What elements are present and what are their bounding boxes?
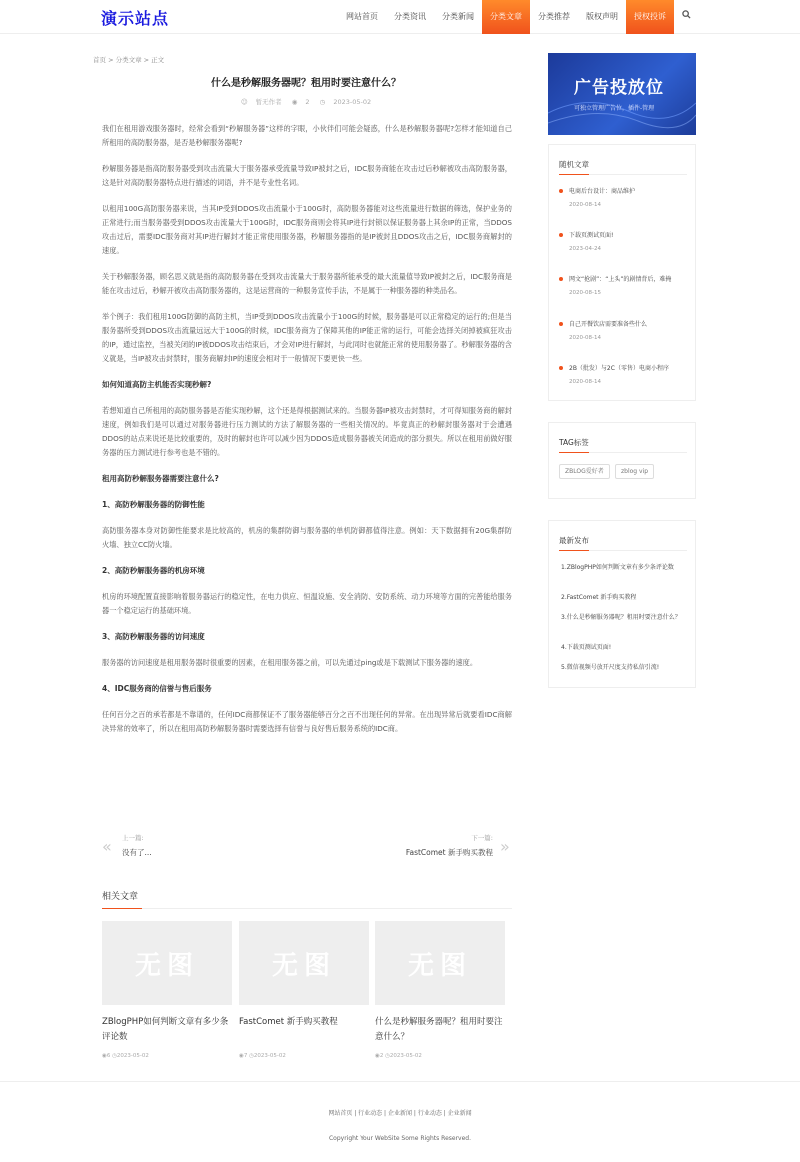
list-item[interactable]: 4.下载页测试页面! <box>561 644 612 651</box>
footer-links[interactable]: 网站首页 | 行业动态 | 企业新闻 | 行业动态 | 企业新闻 <box>328 1110 472 1117</box>
card-date: 2023-05-02 <box>389 1053 422 1059</box>
paragraph: 举个例子：我们租用100G防御的高防主机，当IP受到DDOS攻击流量小于100G的时候，服务器是可以正常稳定的运行的;但是当服务器所受到DDOS攻击流量远远大于100G的时候，IDC服务商为了保障其他的IP能正常的运行，可能会选择关闭掉被疯狂攻击的IP，通过监控，当被关闭的IP被DDOS攻击结束后，才会对IP进行解封，与此同时也就能正常的使用服务器了。秒解服务器的含义就是，当IP被攻击封禁时，服务商解封IP的速度会相对于一般情况下要更快一些。 <box>102 312 512 363</box>
placeholder-image[interactable]: 无图 <box>239 921 369 1005</box>
prev-post[interactable] <box>122 833 152 858</box>
search-icon[interactable] <box>674 0 698 34</box>
card-meta <box>239 1053 286 1059</box>
section-heading: 2、高防秒解服务器的机房环境 <box>102 566 205 575</box>
divider <box>102 908 512 909</box>
nav-recommend[interactable]: 分类推荐 <box>538 12 570 21</box>
paragraph: 秒解服务器是指高防服务器受到攻击流量大于服务器承受流量导致IP被封之后，IDC服务商能在攻击过后秒解被攻击高防服务器，这是针对高防服务器特点进行描述的词语，并不是专业性名词。 <box>102 164 512 187</box>
card-title[interactable]: ZBlogPHP如何判断文章有多少条评论数 <box>102 1017 229 1042</box>
prev-label: 上一篇: <box>122 834 144 842</box>
item-date: 2020-08-15 <box>569 290 601 296</box>
section-heading: 1、高防秒解服务器的防御性能 <box>102 500 205 509</box>
list-item[interactable]: 3.什么是秒解服务器呢？租用时要注意什么？ <box>561 614 681 621</box>
main-nav <box>338 0 698 34</box>
tag-widget <box>548 422 696 499</box>
section-heading: 租用高防秒解服务器需要注意什么? <box>102 474 219 483</box>
eye-icon: ◉ <box>239 1053 244 1059</box>
prev-title[interactable]: 没有了... <box>122 848 152 857</box>
eye-icon: ◉ <box>291 98 298 106</box>
article-author: 暂无作者 <box>255 98 282 106</box>
card-date: 2023-05-02 <box>116 1053 149 1059</box>
list-item[interactable]: 5.微信视频号放开尺度支持私信引流! <box>561 664 660 671</box>
tag-item[interactable]: ZBLOG爱好者 <box>559 464 610 479</box>
eye-icon: ◉ <box>102 1053 107 1059</box>
card-meta <box>375 1053 422 1059</box>
item-title[interactable]: 电商后台设计：商品维护 <box>559 187 689 196</box>
placeholder-image[interactable]: 无图 <box>102 921 232 1005</box>
clock-icon: ◷ <box>319 98 326 106</box>
ad-banner[interactable] <box>548 53 696 135</box>
next-label: 下一篇: <box>471 834 493 842</box>
card-title[interactable]: FastComet 新手购买教程 <box>239 1017 338 1027</box>
widget-heading: 随机文章 <box>559 160 589 169</box>
item-date: 2020-08-14 <box>569 202 601 208</box>
section-heading: 4、IDC服务商的信誉与售后服务 <box>102 684 212 693</box>
next-post[interactable] <box>393 833 493 858</box>
site-header <box>0 0 800 34</box>
card-views: 6 <box>106 1053 111 1059</box>
paragraph: 以租用100G高防服务器来说，当其IP受到DDOS攻击流量小于100G时，高防服务器能对这些流量进行数据的筛选，保护业务的正常进行;而当服务器受到DDOS攻击流量大于100G时，IDC服务商则会将其IP进行封锁以保证服务器上其余IP的正常，当DDOS攻击过后，需要IDC服务商对其IP进行解封才能正常使用服务器，秒解服务器指的是IP被封且DDOS攻击之后，IDC服务商解封的速度。 <box>102 204 512 255</box>
nav-complaint[interactable]: 授权投诉 <box>626 0 674 34</box>
related-card[interactable] <box>375 921 505 1059</box>
nav-home[interactable]: 网站首页 <box>346 12 378 21</box>
nav-news[interactable]: 分类新闻 <box>442 12 474 21</box>
list-item[interactable] <box>559 231 689 252</box>
article-date: 2023-05-02 <box>333 98 372 106</box>
list-item[interactable]: 2.FastComet 新手购买教程 <box>561 594 637 601</box>
section-heading: 3、高防秒解服务器的访问速度 <box>102 632 205 641</box>
next-arrow-icon[interactable]: » <box>500 837 510 856</box>
clock-icon: ◷ <box>385 1053 390 1059</box>
widget-heading: 最新发布 <box>559 536 589 545</box>
card-views: 2 <box>379 1053 384 1059</box>
list-item[interactable] <box>559 187 689 208</box>
latest-posts-widget <box>548 520 696 688</box>
section-heading: 如何知道高防主机能否实现秒解? <box>102 380 212 389</box>
paragraph: 我们在租用游戏服务器时，经常会看到“秒解服务器”这样的字眼，小伙伴们可能会疑惑，什么是秒解服务器呢?怎样才能知道自己所租用的高防服务器，是否是秒解服务器呢? <box>102 124 512 147</box>
divider <box>559 550 687 551</box>
clock-icon: ◷ <box>249 1053 254 1059</box>
divider <box>559 174 687 175</box>
next-title[interactable]: FastComet 新手购买教程 <box>405 848 493 857</box>
ad-subtitle: 可独立管理广告位，插件-管理 <box>574 105 655 112</box>
prev-arrow-icon[interactable]: « <box>102 837 112 856</box>
breadcrumb[interactable]: 首页 > 分类文章 > 正文 <box>93 56 165 64</box>
nav-info[interactable]: 分类资讯 <box>394 12 426 21</box>
paragraph: 高防服务器本身对防御性能要求是比较高的，机房的集群防御与服务器的单机防御都值得注意。例如：天下数据拥有20G集群防火墙、独立CC防火墙。 <box>102 526 512 549</box>
paragraph: 服务器的访问速度是租用服务器时很重要的因素，在租用服务器之前，可以先通过ping或是下载测试下服务器的速度。 <box>102 658 478 667</box>
related-card[interactable] <box>102 921 232 1059</box>
item-title[interactable]: 2B（批发）与2C（零售）电商小程序 <box>559 364 689 373</box>
paragraph: 机房的环境配置直接影响着服务器运行的稳定性，在电力供应、恒温设施、安全消防、安防系统、动力环境等方面的完善能给服务器一个稳定运行的基础环境。 <box>102 592 512 615</box>
copyright: Copyright Your WebSite Some Rights Reserved. <box>328 1135 472 1142</box>
divider <box>559 452 687 453</box>
nav-articles[interactable]: 分类文章 <box>482 0 530 34</box>
item-title[interactable]: 网文“抢剧”：“上头”的剧情背后，难掩 <box>559 275 689 284</box>
card-meta <box>102 1053 149 1059</box>
random-articles-widget <box>548 144 696 401</box>
list-item[interactable] <box>559 364 689 385</box>
paragraph: 任何百分之百的承若都是不靠谱的，任何IDC商都保证不了服务器能够百分之百不出现任何的异常。在出现异常后就要看IDC商解决异常的效率了，所以在租用高防秒解服务器时需要选择有信誉与良好售后服务系统的IDC商。 <box>102 710 512 733</box>
widget-heading: TAG标签 <box>559 438 589 447</box>
clock-icon: ◷ <box>112 1053 117 1059</box>
site-logo[interactable]: 演示站点 <box>101 9 170 28</box>
paragraph: 若想知道自己所租用的高防服务器是否能实现秒解，这个还是得根据测试来的。当服务器IP被攻击封禁时，才可得知服务商的解封速度，例如我们是可以通过对服务器进行压力测试的方法了解服务器的一些相关情况的。毕竟真正的秒解封服务器对于会遭遇DDOS的站点来说还是比较重要的，及时的解封也许可以减少因为DDOS造成服务器被关闭造成的部分损失。所以在租用前做好服务器的压力测试进行参考也是不错的。 <box>102 406 512 457</box>
article-meta <box>101 97 511 106</box>
item-title[interactable]: 自己开餐饮店需要准备些什么 <box>559 320 689 329</box>
site-footer <box>0 1081 800 1162</box>
tag-item[interactable]: zblog vip <box>615 464 654 479</box>
item-date: 2020-08-14 <box>569 335 601 341</box>
paragraph: 关于秒解服务器，顾名思义就是指的高防服务器在受到攻击流量大于服务器所能承受的最大流量值导致IP被封之后，IDC服务商是能在攻击过后，秒解开被攻击高防服务器的，这是运营商的一种服务宣传手法，不是属于一种服务器的种类品名。 <box>102 272 512 295</box>
related-heading: 相关文章 <box>102 892 139 902</box>
eye-icon: ◉ <box>375 1053 380 1059</box>
article-views: 2 <box>305 98 310 106</box>
card-title[interactable]: 什么是秒解服务器呢？租用时要注意什么？ <box>375 1017 503 1042</box>
card-views: 7 <box>243 1053 248 1059</box>
article-title: 什么是秒解服务器呢？租用时要注意什么？ <box>211 78 401 89</box>
ad-title: 广告投放位 <box>574 78 664 98</box>
article-body <box>102 122 512 748</box>
placeholder-image[interactable]: 无图 <box>375 921 505 1005</box>
nav-copyright[interactable]: 版权声明 <box>586 12 618 21</box>
author-icon: ☺ <box>240 98 248 106</box>
item-date: 2020-08-14 <box>569 379 601 385</box>
item-date: 2023-04-24 <box>569 246 601 252</box>
related-card[interactable] <box>239 921 369 1059</box>
list-item[interactable] <box>559 320 689 341</box>
list-item[interactable]: 1.ZBlogPHP如何判断文章有多少条评论数 <box>561 564 674 571</box>
card-date: 2023-05-02 <box>253 1053 286 1059</box>
item-title[interactable]: 下载页测试页面! <box>559 231 689 240</box>
list-item[interactable] <box>559 275 689 296</box>
